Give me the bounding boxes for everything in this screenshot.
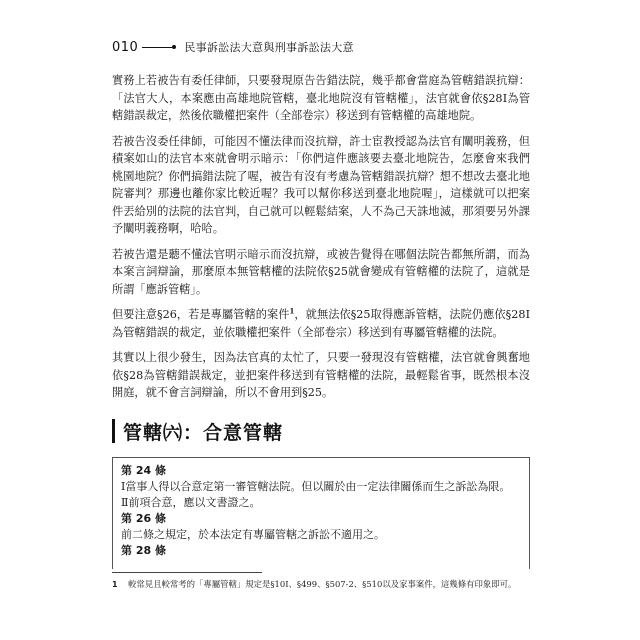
footnote (112, 578, 530, 591)
section-heading (112, 418, 530, 445)
page-number: 010 (112, 39, 139, 55)
paragraph: 若被告還是聽不懂法官明示暗示而沒抗辯，或被告覺得在哪個法院告都無所謂，而為本案言詞辯論，那麼原本無管轄權的法院依§25就會變成有管轄權的法院了，這就是所謂「應訴管轄」。 (112, 247, 530, 296)
section-marker-bar (112, 419, 115, 443)
statute-article-heading: 第 26 條 (121, 511, 166, 525)
statute-clause: Ⅱ前項合意，應以文書證之。 (121, 495, 261, 509)
paragraph-text-before: 但要注意§26，若是專屬管轄的案件 (112, 308, 290, 321)
book-title: 民事訴訟法大意與刑事訴訟法大意 (184, 41, 354, 54)
paragraph: 實務上若被告有委任律師，只要發現原告告錯法院，幾乎都會當庭為管轄錯誤抗辯：「法官大人，本案應由高雄地院管轄，臺北地院沒有管轄權」，法官就會依§28Ⅰ為管轄錯誤裁定，然後依職權把案件（全部卷宗）移送到有管轄權的高雄地院。 (112, 74, 530, 122)
paragraph: 其實以上很少發生，因為法官真的太忙了，只要一發現沒有管轄權，法官就會興奮地依§28為管轄錯誤裁定，並把案件移送到有管轄權的法院，最輕鬆省事，既然根本沒開庭，就不會言詞辯論，所以不會用到§25。 (112, 351, 530, 399)
paragraph: 若被告沒委任律師，可能因不懂法律而沒抗辯，許士宦教授認為法官有闡明義務，但積案如山的法官本來就會明示暗示：「你們這件應該要去臺北地院告，怎麼會來我們桃園地院？你們搞錯法院了喔，被告有沒有考慮為管轄錯誤抗辯？想不想改去臺北地院審判？那邊也離你家比較近喔？我可以幫你移送到臺北地院喔」，這樣就可以把案件丟給別的法院的法官判，自己就可以輕鬆結案，人不為己天誅地滅，那須要另外課予闡明義務啊，哈哈。 (112, 134, 530, 235)
footnote-reference[interactable]: 1 (289, 306, 295, 316)
statute-article-heading: 第 24 條 (121, 463, 166, 477)
header-rule (142, 47, 172, 48)
header-dot (172, 45, 176, 49)
footnote-mark: 1 (112, 580, 118, 589)
footnote-text: 較常見且較常考的「專屬管轄」規定是§10Ⅰ、§499、§507-2、§510以及家事案件，這幾條有印象即可。 (128, 579, 517, 589)
body-content (112, 72, 530, 569)
paragraph-with-footnote (112, 306, 530, 341)
statute-article-heading: 第 28 條 (121, 543, 166, 557)
statute-box (112, 457, 530, 569)
statute-clause: Ⅰ當事人得以合意定第一審管轄法院。但以關於由一定法律關係而生之訴訟為限。 (121, 479, 511, 493)
section-title: 管轄㈥：合意管轄 (123, 421, 284, 444)
paragraph-text-after: ，就無法依§25取得應訴管轄，法院仍應依§28Ⅰ為管轄錯誤的裁定，並依職權把案件（全部卷宗）移送到有專屬管轄權的法院。 (112, 308, 530, 339)
statute-clause: 前二條之規定，於本法定有專屬管轄之訴訟不適用之。 (121, 527, 385, 541)
running-header (112, 38, 532, 56)
footnote-rule (112, 572, 262, 573)
